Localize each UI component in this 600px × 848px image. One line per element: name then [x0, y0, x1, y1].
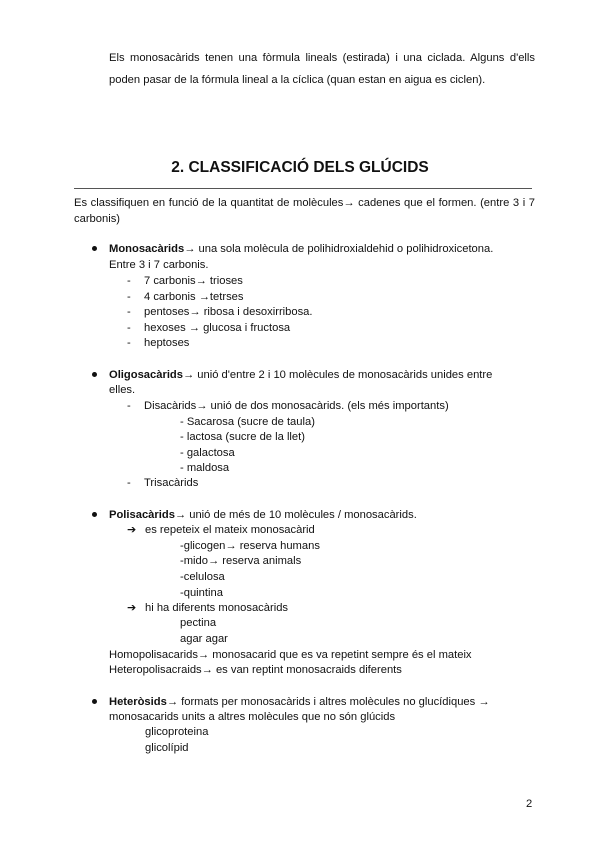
hetero-line [109, 694, 490, 710]
poli-homo: Homopolisacarids→ monosacarid que es va repetint sempre és el mateix [109, 649, 472, 661]
mono-item: hexoses → glucosa i fructosa [144, 322, 291, 334]
hetero-item: glicoproteina [145, 726, 209, 738]
poli-line [109, 507, 417, 523]
oligo-desc: unió d'entre 2 i 10 molècules de monosacàrids unides entre [194, 369, 493, 381]
poli-item: -mido→ reserva animals [180, 555, 302, 567]
page-number: 2 [526, 798, 533, 810]
poli-term: Polisacàrids→ [109, 509, 187, 521]
poli-item: pectina [180, 617, 217, 629]
poli-item: -celulosa [180, 571, 225, 583]
arrow-icon: ➔ [127, 524, 137, 536]
oligo-line2: elles. [109, 384, 136, 396]
arrow-icon: ➔ [127, 602, 137, 614]
bullet-dot [92, 246, 97, 251]
bullet-dot [92, 372, 97, 377]
mono-term: Monosacàrids→ [109, 243, 196, 255]
oligo-trisac: Trisacàrids [144, 477, 199, 489]
heading-rule [74, 188, 532, 189]
mono-item: heptoses [144, 337, 190, 349]
oligo-term: Oligosacàrids→ [109, 369, 195, 381]
mono-item: pentoses→ ribosa i desoxirribosa. [144, 306, 313, 318]
disac-item: - lactosa (sucre de la llet) [180, 431, 305, 443]
disac-item: - maldosa [180, 462, 230, 474]
bullet-dot [92, 699, 97, 704]
dash: - [127, 477, 131, 489]
oligo-disac: Disacàrids→ unió de dos monosacàrids. (els més importants) [144, 400, 449, 412]
hetero-term: Heteròsids→ [109, 696, 179, 708]
poli-item: -quintina [180, 587, 223, 599]
hetero-item: glicolípid [145, 742, 189, 754]
dash: - [127, 291, 131, 303]
poli-arrow1: es repeteix el mateix monosacàrid [145, 524, 315, 536]
hetero-line2: monosacarids units a altres molècules que no són glúcids [109, 711, 396, 723]
dash: - [127, 306, 131, 318]
dash: - [127, 400, 131, 412]
bullet-dot [92, 512, 97, 517]
intro-paragraph: Els monosacàrids tenen una fòrmula lineals (estirada) i una ciclada. Alguns d'ells poden pasar de la fórmula lineal a la cíclica (quan estan en aigua es ciclen). [109, 52, 535, 86]
mono-line [109, 241, 493, 257]
dash: - [127, 322, 131, 334]
poli-arrow2: hi ha diferents monosacàrids [145, 602, 289, 614]
mono-item: 4 carbonis →tetrses [144, 291, 244, 303]
mono-line2: Entre 3 i 7 carbonis. [109, 259, 209, 271]
poli-item: -glicogen→ reserva humans [180, 540, 320, 552]
dash: - [127, 275, 131, 287]
disac-item: - galactosa [180, 447, 235, 459]
lead-paragraph: Es classifiquen en funció de la quantitat de molècules→ cadenes que el formen. (entre 3 i 7 carbonis) [74, 197, 535, 225]
poli-hetero: Heteropolisacraids→ es van reptint monosacraids diferents [109, 664, 402, 676]
poli-item: agar agar [180, 633, 228, 645]
mono-desc: una sola molècula de polihidroxialdehid o polihidroxicetona. [195, 243, 494, 255]
section-heading: 2. CLASSIFICACIÓ DELS GLÚCIDS [171, 159, 429, 176]
disac-item: - Sacarosa (sucre de taula) [180, 416, 315, 428]
oligo-line [109, 367, 492, 383]
mono-item: 7 carbonis→ trioses [144, 275, 243, 287]
poli-desc: unió de més de 10 molècules / monosacàrids. [186, 509, 417, 521]
hetero-desc: formats per monosacàrids i altres molècules no glucídiques → [178, 696, 490, 708]
dash: - [127, 337, 131, 349]
